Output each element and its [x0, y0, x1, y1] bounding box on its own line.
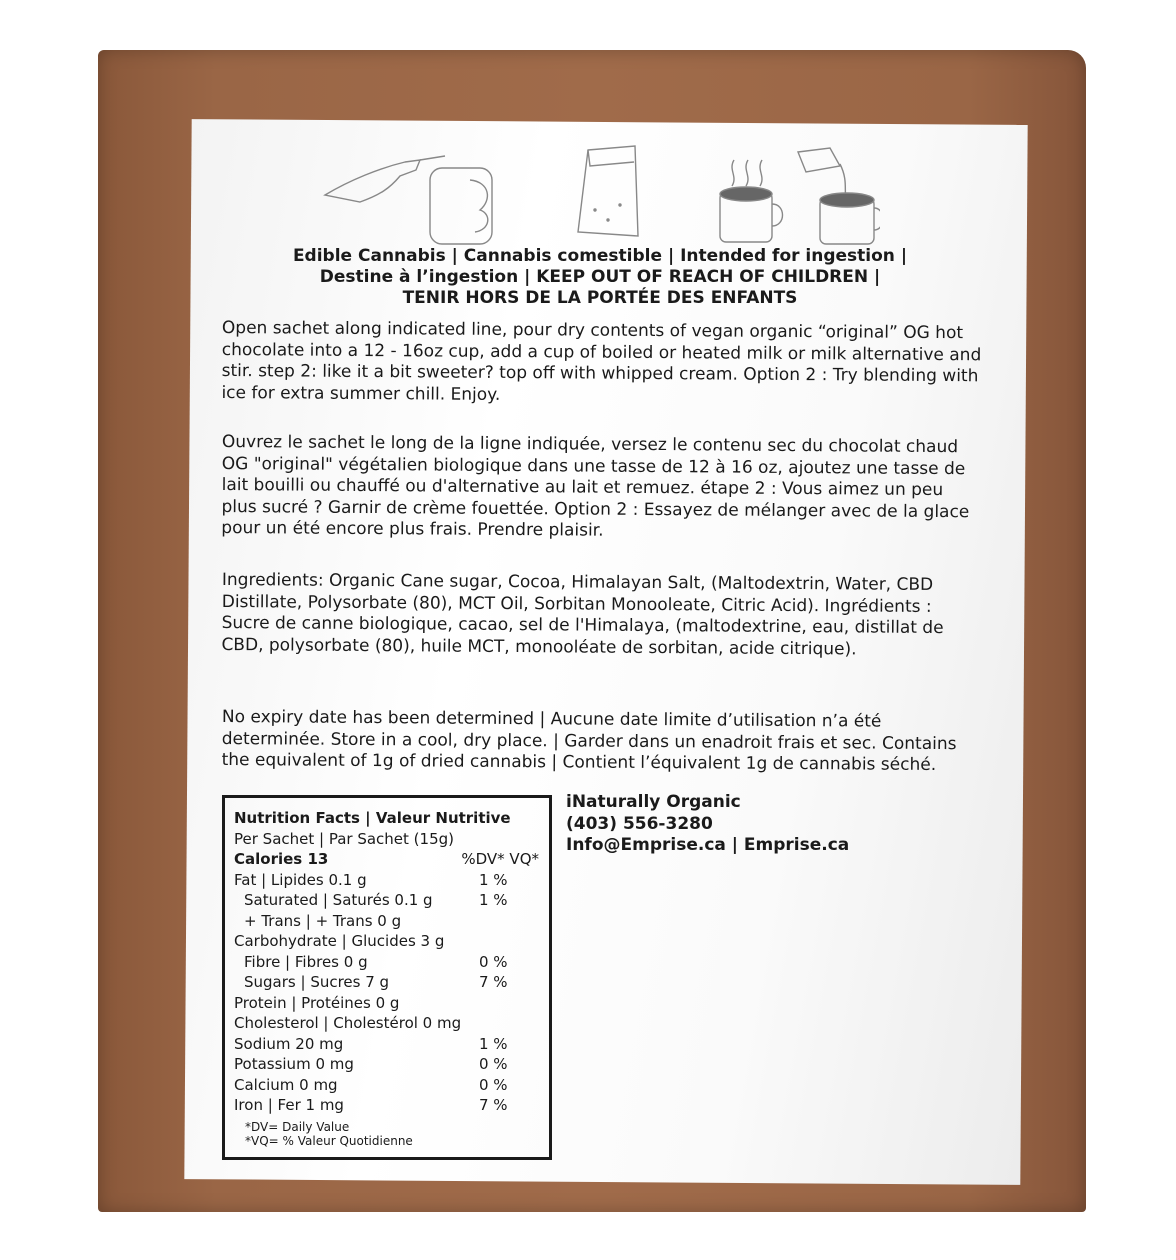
nutrition-row	[234, 972, 539, 993]
nutrient-value	[479, 931, 539, 952]
nutrition-row	[234, 1075, 539, 1096]
nutrient-label: + Trans | + Trans 0 g	[244, 911, 402, 930]
nutrient-label: Calcium 0 mg	[234, 1075, 338, 1094]
nutrient-label: Cholesterol | Cholestérol 0 mg	[234, 1014, 462, 1032]
nutrient-value: 0 %	[479, 1055, 508, 1073]
nutrient-value	[479, 911, 539, 932]
nutrient-label: Sodium 20 mg	[234, 1034, 344, 1053]
instructions-english: Open sachet along indicated line, pour dry contents of vegan organic “original” OG hot chocolate into a 12 - 16oz cup, add a cup of boiled or heated milk or milk alternative and stir. step 2: like it a bit sweeter? top off with whipped cream. Option 2 : Try blending with ice for extra summer chill. Enjoy.	[221, 318, 982, 405]
nutrition-row	[234, 890, 539, 911]
nutrition-footnotes	[245, 1120, 413, 1148]
footnote-dv: *DV= Daily Value	[245, 1120, 350, 1134]
nutrition-row	[234, 870, 539, 891]
nutrition-facts-table	[222, 795, 552, 1160]
nutrient-label: Sugars | Sucres 7 g	[244, 973, 390, 991]
warning-line-3: TENIR HORS DE LA PORTÉE DES ENFANTS	[402, 288, 798, 308]
nutrient-value: 1 %	[479, 1034, 508, 1053]
pouring-milk-mug-icon	[798, 148, 880, 244]
nutrient-value	[479, 993, 539, 1014]
nutrient-label: Potassium 0 mg	[234, 1055, 354, 1073]
nutrient-label: Fat | Lipides 0.1 g	[234, 870, 367, 889]
nutrient-label: Saturated | Saturés 0.1 g	[244, 891, 433, 909]
instructions-french: Ouvrez le sachet le long de la ligne indiquée, versez le contenu sec du chocolat chaud OG "original" végétalien biologique dans une tasse de 12 à 16 oz, ajoutez une tasse de lait bouilli ou chauffé ou d'alternative au lait et remuez. étape 2 : Vous aimez un peu plus sucré ? Garnir de crème fouettée. Option 2 : Essayez de mélanger avec de la glace pour un été encore plus frais. Prendre plaisir.	[221, 432, 970, 541]
preparation-illustrations	[320, 140, 880, 250]
warning-line-2: Destine à l’ingestion | KEEP OUT OF REACH OF CHILDREN |	[319, 267, 881, 287]
nutrition-row	[234, 1034, 539, 1055]
nutrition-row	[234, 952, 539, 973]
nutrient-label: Iron | Fer 1 mg	[234, 1096, 344, 1114]
calories-label: Calories 13	[234, 850, 329, 868]
nutrient-value: 1 %	[479, 870, 508, 889]
nutrient-value: 7 %	[479, 1096, 508, 1114]
expiry-storage-text: No expiry date has been determined | Aucune date limite d’utilisation n’a été determinée. Store in a cool, dry place. | Garder dans un enadroit frais et sec. Contains the equivalent of 1g of dried cannabis | Contient l’équivalent 1g de cannabis séché.	[221, 707, 957, 775]
warning-line-1: Edible Cannabis | Cannabis comestible | Intended for ingestion |	[292, 246, 908, 266]
nutrient-value	[479, 1013, 539, 1034]
nutrition-title: Nutrition Facts | Valeur Nutritive	[234, 809, 511, 827]
nutrition-row	[234, 931, 539, 952]
hand-tearing-sachet-icon	[325, 156, 492, 244]
serving-size: Per Sachet | Par Sachet (15g)	[234, 829, 454, 848]
dv-header: %DV* VQ*	[461, 850, 539, 868]
nutrient-value: 0 %	[479, 1075, 508, 1094]
nutrient-label: Carbohydrate | Glucides 3 g	[234, 932, 445, 950]
nutrient-value: 0 %	[479, 952, 508, 971]
powder-sachet-icon	[578, 146, 638, 236]
nutrient-label: Fibre | Fibres 0 g	[244, 952, 368, 971]
nutrient-label: Protein | Protéines 0 g	[234, 993, 400, 1012]
company-name: iNaturally Organic	[566, 792, 741, 812]
nutrition-row	[234, 1095, 539, 1116]
cannabis-warning	[250, 246, 950, 309]
nutrient-value: 1 %	[479, 891, 508, 909]
nutrition-row	[234, 1013, 539, 1034]
nutrition-row	[234, 993, 539, 1014]
calories-row	[234, 849, 539, 870]
company-info	[566, 792, 849, 857]
nutrition-row	[234, 1054, 539, 1075]
nutrient-value: 7 %	[479, 973, 508, 991]
ingredients-text: Ingredients: Organic Cane sugar, Cocoa, Himalayan Salt, (Maltodextrin, Water, CBD Distillate, Polysorbate (80), MCT Oil, Sorbitan Monooleate, Citric Acid). Ingrédients : Sucre de canne biologique, cacao, sel de l'Himalaya, (maltodextrine, eau, distillat de CBD, polysorbate (80), huile MCT, monooléate de sorbitan, acide citrique).	[221, 570, 944, 659]
steaming-mug-icon	[720, 160, 783, 242]
footnote-vq: *VQ= % Valeur Quotidienne	[245, 1134, 413, 1148]
company-phone: (403) 556-3280	[566, 813, 713, 834]
nutrition-row	[234, 911, 539, 932]
company-contact: Info@Emprise.ca | Emprise.ca	[566, 835, 850, 855]
